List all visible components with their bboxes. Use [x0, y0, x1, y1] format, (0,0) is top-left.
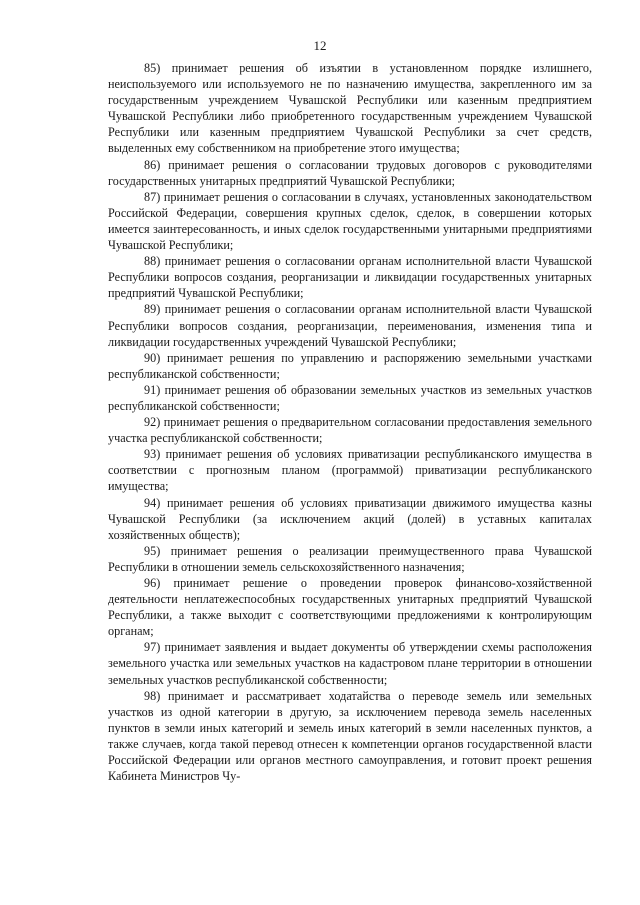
list-item: 94) принимает решения об условиях приватизации движимого имущества казны Чувашской Республики (за исключением акций (долей) в уставных капиталах хозяйственных обществ);	[108, 495, 592, 542]
list-item: 90) принимает решения по управлению и распоряжению земельными участками республиканской собственности;	[108, 350, 592, 381]
list-item: 89) принимает решения о согласовании органам исполнительной власти Чувашской Республики вопросов создания, реорганизации, переименования, изменения типа и ликвидации государственных учреждений Чувашской Республики;	[108, 302, 592, 349]
list-item: 91) принимает решения об образовании земельных участков из земельных участков республиканской собственности;	[108, 382, 592, 413]
list-item: 95) принимает решения о реализации преимущественного права Чувашской Республики в отношении земель сельскохозяйственного назначения;	[108, 543, 592, 574]
page-number: 12	[313, 38, 327, 53]
list-item: 98) принимает и рассматривает ходатайства о переводе земель или земельных участков из одной категории в другую, за исключением перевода земель населенных пунктов в земли иных категорий и земель иных категорий в земли населенных пунктов, а также случаев, когда такой перевод отнесен к компетенции органов государственной власти Российской Федерации или органов местного самоуправления, и готовит проект решения Кабинета Министров Чу-	[108, 688, 592, 784]
list-item: 88) принимает решения о согласовании органам исполнительной власти Чувашской Республики вопросов создания, реорганизации и ликвидации государственных унитарных предприятий Чувашской Республики;	[108, 254, 592, 301]
list-item: 96) принимает решение о проведении проверок финансово-хозяйственной деятельности неплатежеспособных государственных унитарных предприятий Чувашской Республики, а также выходит с соответствующими предложениями к контролирующим органам;	[108, 576, 592, 639]
list-item: 93) принимает решения об условиях приватизации республиканского имущества в соответствии с прогнозным планом (программой) приватизации республиканского имущества;	[108, 447, 592, 494]
list-item: 92) принимает решения о предварительном согласовании предоставления земельного участка республиканской собственности;	[108, 415, 592, 446]
list-item: 85) принимает решения об изъятии в установленном порядке излишнего, неиспользуемого или используемого не по назначению имущества, закрепленного им за государственным учреждением Чувашской Республики или казенным предприятием Чувашской Республики либо приобретенного государственным учреждением Чувашской Республики или казенным предприятием Чувашской Республики за счет средств, выделенных ему собственником на приобретение этого имущества;	[108, 61, 592, 156]
list-item: 97) принимает заявления и выдает документы об утверждении схемы расположения земельного участка или земельных участков на кадастровом плане территории в отношении земельных участков республиканской собственности;	[108, 640, 592, 687]
list-item: 87) принимает решения о согласовании в случаях, установленных законодательством Российской Федерации, совершения крупных сделок, сделок, в совершении которых имеется заинтересованность, и иных сделок государственными унитарными предприятиями Чувашской Республики;	[108, 189, 592, 253]
page-body	[108, 60, 592, 784]
list-item: 86) принимает решения о согласовании трудовых договоров с руководителями государственных унитарных предприятий Чувашской Республики;	[108, 157, 592, 188]
